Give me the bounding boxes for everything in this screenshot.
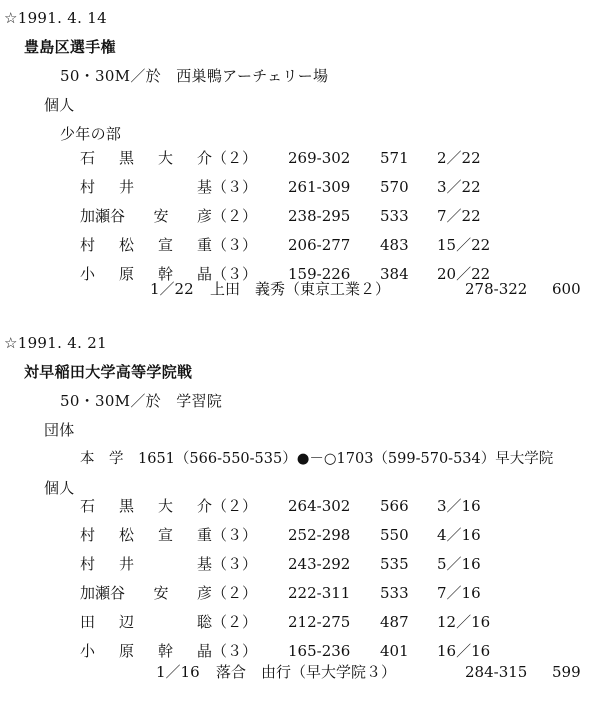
grade-cell: （３） xyxy=(212,236,258,254)
scores-cell: 252-298 xyxy=(288,526,351,544)
total-cell: 533 xyxy=(380,207,409,225)
name-part: 幹 xyxy=(157,265,173,283)
section-2-team-result: 本 学 1651（566-550-535）●－○1703（599-570-534）早大学院 xyxy=(80,451,554,467)
grade-cell: （２） xyxy=(212,149,258,167)
rank-cell: 15／22 xyxy=(437,236,491,254)
athlete-name xyxy=(80,206,212,226)
section-2-individual-label: 個人 xyxy=(44,479,75,497)
winner-rank: 1／16 xyxy=(156,663,200,681)
name-part: 彦 xyxy=(196,207,212,225)
name-part: 原 xyxy=(118,642,134,660)
name-part: 基 xyxy=(196,555,212,573)
section-1-title: 豊島区選手権 xyxy=(24,38,116,56)
total-cell: 401 xyxy=(380,642,409,660)
grade-cell: （２） xyxy=(212,207,258,225)
rank-cell: 2／22 xyxy=(437,149,481,167)
rank-cell: 4／16 xyxy=(437,526,481,544)
athlete-name xyxy=(80,235,212,255)
grade-cell: （２） xyxy=(212,584,258,602)
total-cell: 566 xyxy=(380,497,409,515)
rank-cell: 5／16 xyxy=(437,555,481,573)
name-part: 小 xyxy=(80,265,96,283)
name-part: 重 xyxy=(196,236,212,254)
athlete-name xyxy=(80,641,212,661)
athlete-name xyxy=(80,583,212,603)
athlete-name xyxy=(80,554,212,574)
name-part: 安 xyxy=(153,584,169,602)
name-part: 大 xyxy=(157,497,173,515)
athlete-name xyxy=(80,525,212,545)
name-part: 聡 xyxy=(196,613,212,631)
winner-scores: 284-315 xyxy=(465,663,528,681)
name-part: 井 xyxy=(118,555,134,573)
scores-cell: 165-236 xyxy=(288,642,351,660)
grade-cell: （３） xyxy=(212,178,258,196)
winner-rank: 1／22 xyxy=(150,280,194,298)
scores-cell: 264-302 xyxy=(288,497,351,515)
section-2-team-label: 団体 xyxy=(44,421,75,439)
name-part: 村 xyxy=(80,555,96,573)
grade-cell: （２） xyxy=(212,613,258,631)
total-cell: 535 xyxy=(380,555,409,573)
rank-cell: 7／22 xyxy=(437,207,481,225)
scores-cell: 159-226 xyxy=(288,265,351,283)
total-cell: 571 xyxy=(380,149,409,167)
name-part: 石 xyxy=(80,149,96,167)
name-part: 松 xyxy=(118,236,134,254)
athlete-name xyxy=(80,177,212,197)
rank-cell: 3／16 xyxy=(437,497,481,515)
name-part: 宣 xyxy=(157,526,173,544)
name-part: 宣 xyxy=(157,236,173,254)
section-2-date: ☆1991. 4. 21 xyxy=(4,334,107,352)
scores-cell: 212-275 xyxy=(288,613,351,631)
rank-cell: 12／16 xyxy=(437,613,491,631)
scores-cell: 238-295 xyxy=(288,207,351,225)
name-part: 辺 xyxy=(118,613,134,631)
name-part: 介 xyxy=(196,497,212,515)
scores-cell: 269-302 xyxy=(288,149,351,167)
grade-cell: （３） xyxy=(212,265,258,283)
section-1-individual-label: 個人 xyxy=(44,96,75,114)
name-part: 黒 xyxy=(118,149,134,167)
section-2-venue: 50・30M／於 学習院 xyxy=(60,392,223,410)
section-1-venue: 50・30M／於 西巣鴨アーチェリー場 xyxy=(60,67,329,85)
name-part xyxy=(158,177,173,197)
name-part: 村 xyxy=(80,526,96,544)
name-part: 安 xyxy=(153,207,169,225)
rank-cell: 20／22 xyxy=(437,265,491,283)
name-part: 原 xyxy=(118,265,134,283)
name-part: 村 xyxy=(80,178,96,196)
name-part: 石 xyxy=(80,497,96,515)
total-cell: 487 xyxy=(380,613,409,631)
grade-cell: （２） xyxy=(212,497,258,515)
rank-cell: 3／22 xyxy=(437,178,481,196)
name-part: 田 xyxy=(80,613,96,631)
winner-scores: 278-322 xyxy=(465,280,528,298)
winner-total: 599 xyxy=(552,663,581,681)
name-part: 基 xyxy=(196,178,212,196)
name-part: 重 xyxy=(196,526,212,544)
name-part xyxy=(158,612,173,632)
name-part: 介 xyxy=(196,149,212,167)
section-1-date: ☆1991. 4. 14 xyxy=(4,9,107,27)
athlete-name xyxy=(80,148,212,168)
name-part: 黒 xyxy=(118,497,134,515)
scores-cell: 206-277 xyxy=(288,236,351,254)
section-2-title: 対早稲田大学高等学院戦 xyxy=(24,363,193,381)
rank-cell: 7／16 xyxy=(437,584,481,602)
name-part: 加瀬谷 xyxy=(80,207,126,225)
name-part: 幹 xyxy=(157,642,173,660)
scores-cell: 222-311 xyxy=(288,584,351,602)
name-part: 村 xyxy=(80,236,96,254)
total-cell: 550 xyxy=(380,526,409,544)
name-part: 加瀬谷 xyxy=(80,584,126,602)
total-cell: 533 xyxy=(380,584,409,602)
grade-cell: （３） xyxy=(212,555,258,573)
rank-cell: 16／16 xyxy=(437,642,491,660)
section-1-boys-label: 少年の部 xyxy=(60,125,122,143)
name-part: 晶 xyxy=(196,265,212,283)
total-cell: 483 xyxy=(380,236,409,254)
name-part: 晶 xyxy=(196,642,212,660)
name-part: 彦 xyxy=(196,584,212,602)
winner-name: 落合 由行（早大学院３） xyxy=(216,663,397,681)
grade-cell: （３） xyxy=(212,526,258,544)
winner-name: 上田 義秀（東京工業２） xyxy=(210,280,391,298)
scores-cell: 261-309 xyxy=(288,178,351,196)
name-part: 松 xyxy=(118,526,134,544)
name-part: 小 xyxy=(80,642,96,660)
total-cell: 384 xyxy=(380,265,409,283)
grade-cell: （３） xyxy=(212,642,258,660)
name-part: 大 xyxy=(157,149,173,167)
name-part: 井 xyxy=(118,178,134,196)
total-cell: 570 xyxy=(380,178,409,196)
scores-cell: 243-292 xyxy=(288,555,351,573)
name-part xyxy=(158,554,173,574)
athlete-name xyxy=(80,496,212,516)
winner-total: 600 xyxy=(552,280,581,298)
athlete-name xyxy=(80,612,212,632)
